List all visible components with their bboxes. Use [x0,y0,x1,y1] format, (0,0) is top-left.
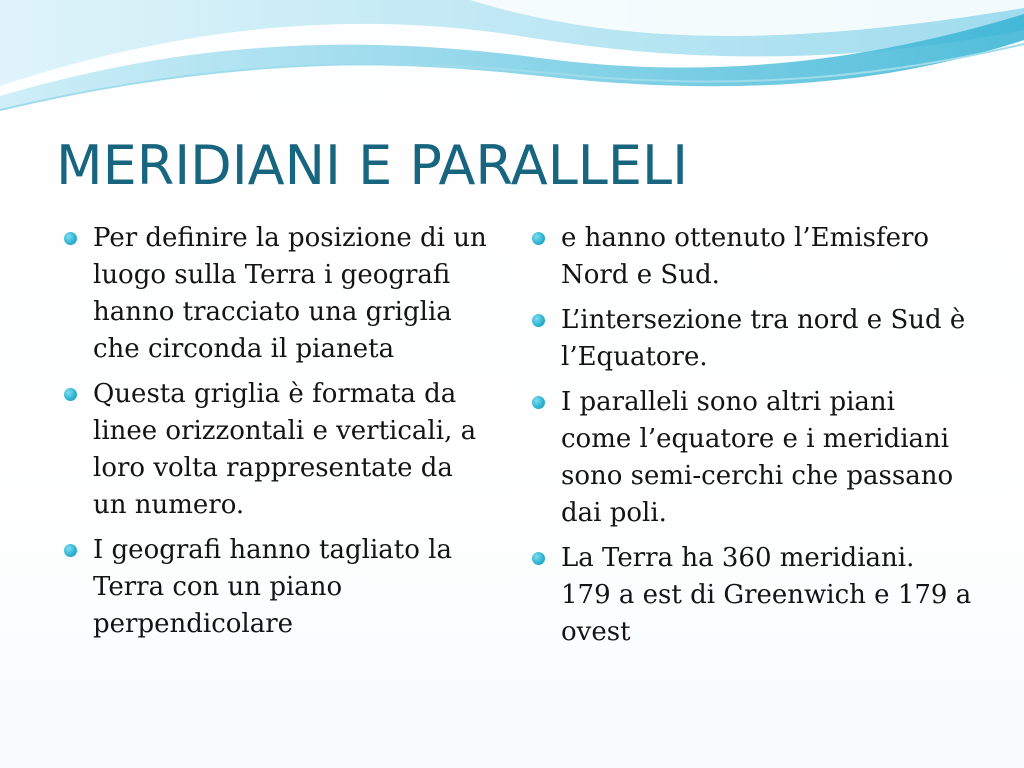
header-wave-decoration [0,0,1024,130]
slide-title: MERIDIANI E PARALLELI [56,134,688,197]
bullet-text: Per definire la posizione di un luogo sulla Terra i geografi hanno tracciato una griglia che circonda il pianeta [93,223,487,364]
bullet-icon [532,396,545,409]
left-bullet-list [64,220,494,651]
list-item [532,220,972,294]
bullet-text: e hanno ottenuto l’Emisfero Nord e Sud. [561,223,930,290]
bullet-text: Questa griglia è formata da linee orizzontali e verticali, a loro volta rappresentate da un numero. [93,379,477,520]
bullet-text: I paralleli sono altri piani come l’equatore e i meridiani sono semi-cerchi che passano dai poli. [561,387,954,528]
bullet-icon [532,314,545,327]
bullet-icon [64,544,77,557]
list-item [64,376,494,524]
list-item [532,302,972,376]
bullet-text: I geografi hanno tagliato la Terra con un piano perpendicolare [93,535,452,639]
bullet-icon [532,232,545,245]
list-item [532,384,972,532]
right-bullet-list [532,220,972,659]
list-item [64,532,494,643]
list-item [532,540,972,651]
bullet-text: La Terra ha 360 meridiani. 179 a est di Greenwich e 179 a ovest [561,543,972,647]
bullet-icon [64,388,77,401]
bullet-text: L’intersezione tra nord e Sud è l’Equatore. [561,305,966,372]
bullet-icon [64,232,77,245]
bullet-icon [532,552,545,565]
list-item [64,220,494,368]
